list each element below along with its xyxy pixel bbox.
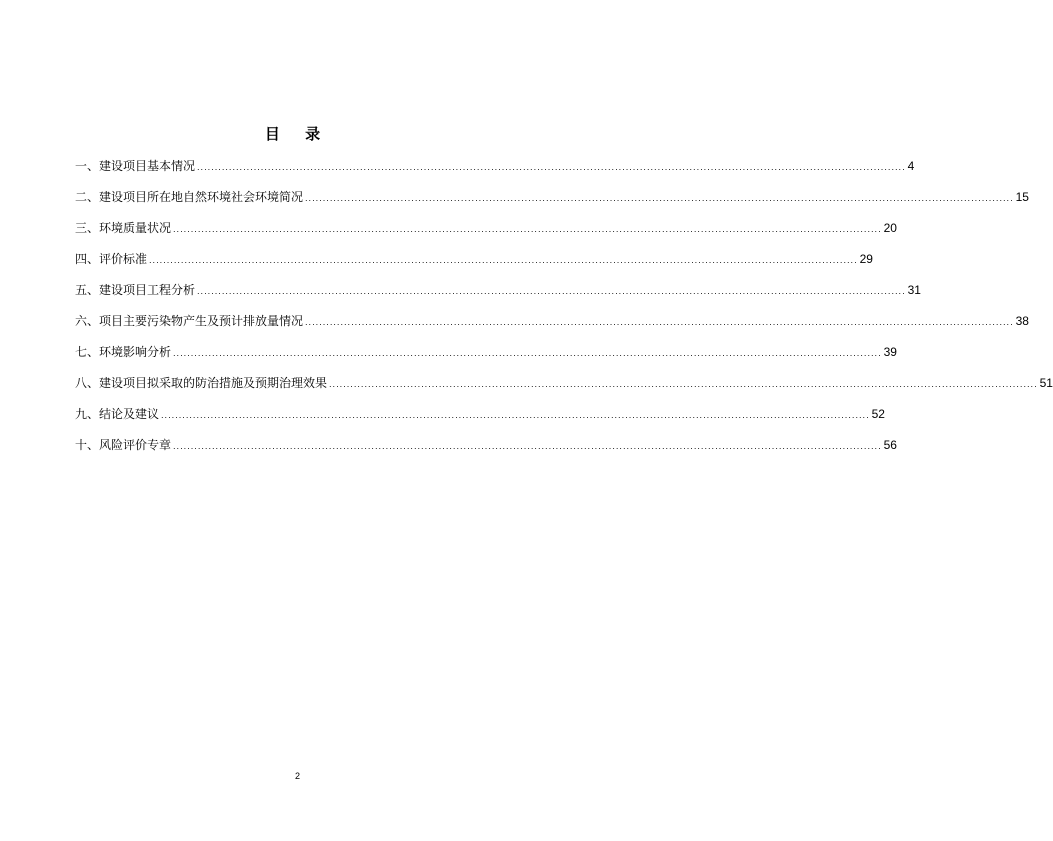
dot-leader: ........................................................................................................................................................................................................ — [161, 411, 870, 420]
page-number: 2 — [294, 771, 300, 781]
toc-entry-label: 六、项目主要污染物产生及预计排放量情况 — [75, 314, 304, 328]
toc-entry[interactable] — [75, 282, 921, 313]
dot-leader: ........................................................................................................................................................................................................ — [173, 442, 882, 451]
toc-entry-label: 三、环境质量状况 — [75, 221, 172, 235]
toc-entry-label: 八、建设项目拟采取的防治措施及预期治理效果 — [75, 376, 328, 390]
dot-leader: ........................................................................................................................................................................................................ — [149, 256, 858, 265]
toc-entry-page: 56 — [883, 438, 897, 452]
toc-entry[interactable] — [75, 437, 897, 468]
toc-entry-label: 五、建设项目工程分析 — [75, 283, 196, 297]
toc-entry[interactable] — [75, 189, 1029, 220]
dot-leader: ........................................................................................................................................................................................................ — [197, 163, 906, 172]
dot-leader: ........................................................................................................................................................................................................ — [329, 380, 1038, 389]
toc-entry-page: 39 — [883, 345, 897, 359]
dot-leader: ........................................................................................................................................................................................................ — [173, 225, 882, 234]
dot-leader: ........................................................................................................................................................................................................ — [305, 194, 1014, 203]
toc-entry[interactable] — [75, 406, 885, 437]
toc-entry[interactable] — [75, 158, 915, 189]
toc-entry-page: 51 — [1039, 376, 1053, 390]
toc-entry-page: 20 — [883, 221, 897, 235]
toc-entry[interactable] — [75, 220, 897, 251]
dot-leader: ........................................................................................................................................................................................................ — [305, 318, 1014, 327]
toc-list — [75, 158, 1053, 468]
toc-entry-page: 15 — [1015, 190, 1029, 204]
toc-entry-label: 四、评价标准 — [75, 252, 148, 266]
toc-entry-page: 31 — [907, 283, 921, 297]
toc-entry-label: 十、风险评价专章 — [75, 438, 172, 452]
toc-entry[interactable] — [75, 344, 897, 375]
toc-entry-label: 九、结论及建议 — [75, 407, 160, 421]
dot-leader: ........................................................................................................................................................................................................ — [197, 287, 906, 296]
toc-entry[interactable] — [75, 375, 1053, 406]
toc-entry-page: 52 — [871, 407, 885, 421]
toc-entry-page: 4 — [907, 159, 915, 173]
dot-leader: ........................................................................................................................................................................................................ — [173, 349, 882, 358]
toc-entry-label: 二、建设项目所在地自然环境社会环境简况 — [75, 190, 304, 204]
toc-entry[interactable] — [75, 251, 873, 282]
toc-title: 目 录 — [264, 125, 331, 143]
toc-entry-label: 七、环境影响分析 — [75, 345, 172, 359]
toc-entry-page: 38 — [1015, 314, 1029, 328]
toc-entry[interactable] — [75, 313, 1029, 344]
toc-entry-page: 29 — [859, 252, 873, 266]
toc-entry-label: 一、建设项目基本情况 — [75, 159, 196, 173]
